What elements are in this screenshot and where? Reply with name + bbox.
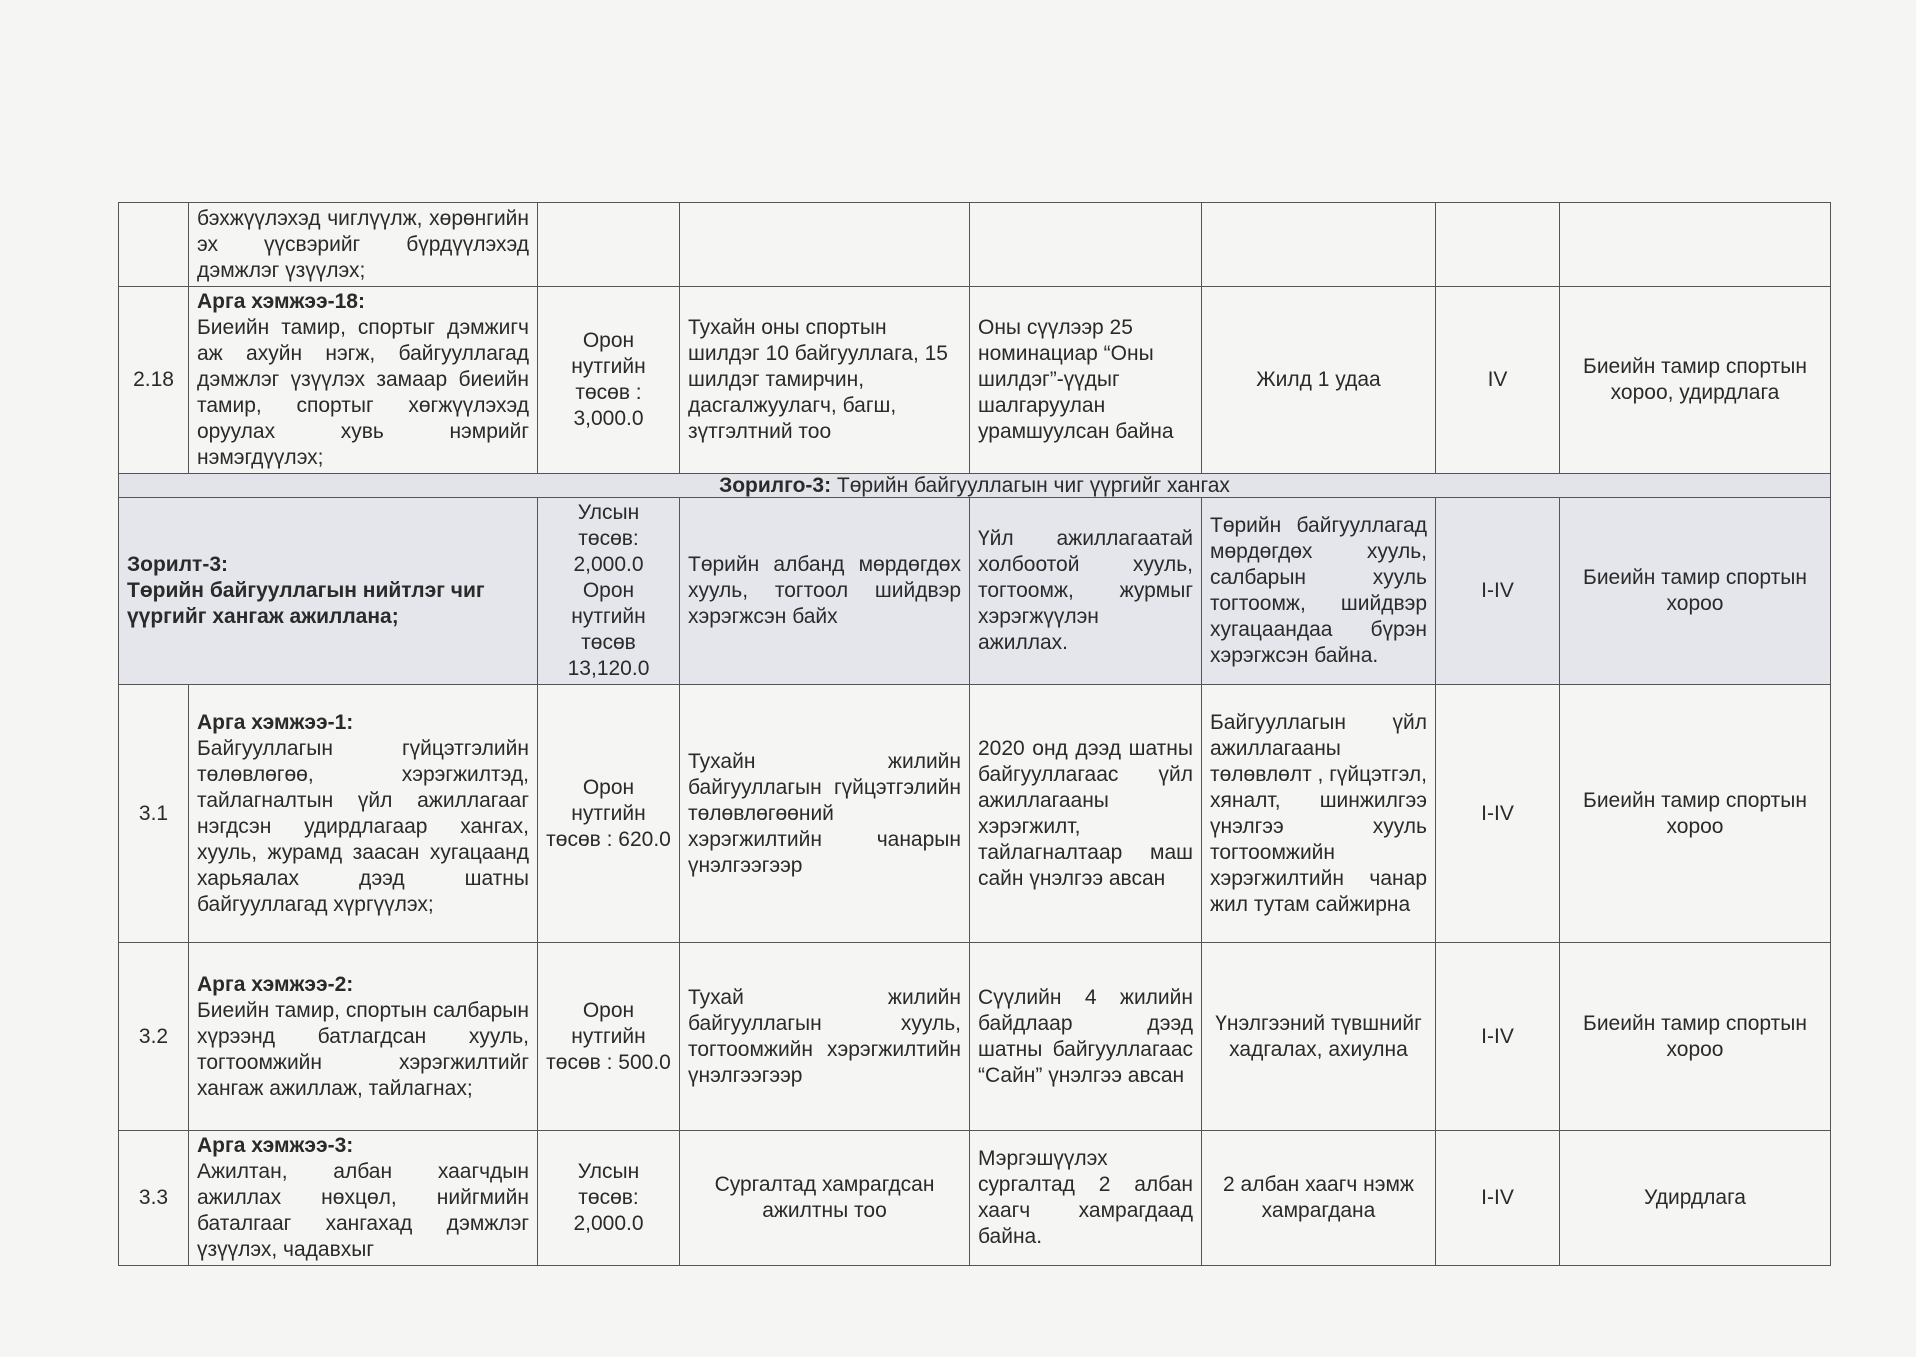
responsible-cell: Биеийн тамир спортын хороо (1560, 498, 1831, 685)
goal-label: Зорилго-3: (719, 473, 832, 497)
budget-cell: Орон нутгийн төсөв : 3,000.0 (538, 287, 680, 474)
baseline-cell: 2020 онд дээд шатны байгууллагаас үйл ажиллагааны хэрэгжилт, тайлагналтаар маш сайн үнэлгээ авсан (970, 685, 1202, 943)
activity-cell (189, 685, 538, 943)
action-plan-table (118, 202, 1831, 1266)
indicator-cell: Сургалтад хамрагдсан ажилтны тоо (680, 1131, 970, 1266)
target-cell: Жилд 1 удаа (1202, 287, 1436, 474)
budget-cell: Орон нутгийн төсөв : 500.0 (538, 943, 680, 1131)
activity-title: Арга хэмжээ-18: (197, 290, 365, 313)
activity-text: бэхжүүлэхэд чиглүүлж, хөрөнгийн эх үүсвэрийг бүрдүүлэхэд дэмжлэг үзүүлэх; (197, 206, 529, 282)
target-cell (1202, 203, 1436, 287)
activity-cell (189, 203, 538, 287)
goal-cell (119, 474, 1831, 498)
activity-text: Байгууллагын гүйцэтгэлийн төлөвлөгөө, хэрэгжилтэд, тайлагналтын үйл ажиллагааг нэгдсэн удирдлагаар хангах, хууль, журамд заасан хугацаанд харьяалах дээд шатны байгууллагад хүргүүлэх; (197, 736, 529, 916)
goal-text: Төрийн байгууллагын чиг үүргийг хангах (831, 473, 1230, 497)
activity-title: Арга хэмжээ-3: (197, 1134, 354, 1157)
activity-cell (189, 1131, 538, 1266)
target-cell: Байгууллагын үйл ажиллагааны төлөвлөлт , гүйцэтгэл, хяналт, шинжилгээ үнэлгээ хууль тогтоомжийн хэрэгжилтийн чанар жил тутам сайжирна (1202, 685, 1436, 943)
objective-cell (119, 498, 538, 685)
responsible-cell: Удирдлага (1560, 1131, 1831, 1266)
baseline-cell: Оны сүүлээр 25 номинациар “Оны шилдэг”-үүдыг шалгаруулан урамшуулсан байна (970, 287, 1202, 474)
row-number: 3.3 (119, 1131, 189, 1266)
activity-text: Ажилтан, албан хаагчдын ажиллах нөхцөл, нийгмийн баталгааг хангахад дэмжлэг үзүүлэх, чадавхыг (197, 1160, 529, 1261)
target-cell: Төрийн байгууллагад мөрдөгдөх хууль, салбарын хууль тогтоомж, шийдвэр хугацаандаа бүрэн хэрэгжсэн байна. (1202, 498, 1436, 685)
objective-row (119, 498, 1831, 685)
budget-cell: Орон нутгийн төсөв : 620.0 (538, 685, 680, 943)
indicator-cell: Тухайн оны спортын шилдэг 10 байгууллага, 15 шилдэг тамирчин, дасгалжуулагч, багш, зүтгэлтний тоо (680, 287, 970, 474)
baseline-cell (970, 203, 1202, 287)
baseline-cell: Сүүлийн 4 жилийн байдлаар дээд шатны байгууллагаас “Сайн” үнэлгээ авсан (970, 943, 1202, 1131)
quarter-cell: I-IV (1436, 685, 1560, 943)
activity-text: Биеийн тамир, спортыг дэмжигч аж ахуйн нэгж, байгууллагад дэмжлэг үзүүлэх замаар биеийн тамир, спортыг хөгжүүлэхэд оруулах хувь нэмрийг нэмэгдүүлэх; (197, 316, 529, 469)
activity-title: Арга хэмжээ-1: (197, 710, 354, 734)
quarter-cell (1436, 203, 1560, 287)
activity-title: Арга хэмжээ-2: (197, 972, 354, 996)
budget-cell (538, 203, 680, 287)
row-number: 3.2 (119, 943, 189, 1131)
row-number: 2.18 (119, 287, 189, 474)
indicator-cell (680, 203, 970, 287)
budget-cell: Улсын төсөв: 2,000.0 (538, 1131, 680, 1266)
indicator-cell: Тухай жилийн байгууллагын хууль, тогтоомжийн хэрэгжилтийн үнэлгээгээр (680, 943, 970, 1131)
table-row (119, 943, 1831, 1131)
table-row (119, 287, 1831, 474)
indicator-cell: Тухайн жилийн байгууллагын гүйцэтгэлийн төлөвлөгөөний хэрэгжилтийн чанарын үнэлгээгээр (680, 685, 970, 943)
indicator-cell: Төрийн албанд мөрдөгдөх хууль, тогтоол шийдвэр хэрэгжсэн байх (680, 498, 970, 685)
responsible-cell: Биеийн тамир спортын хороо, удирдлага (1560, 287, 1831, 474)
table-row (119, 203, 1831, 287)
quarter-cell: I-IV (1436, 498, 1560, 685)
row-number (119, 203, 189, 287)
activity-cell (189, 943, 538, 1131)
table-row (119, 1131, 1831, 1266)
quarter-cell: I-IV (1436, 943, 1560, 1131)
quarter-cell: I-IV (1436, 1131, 1560, 1266)
row-number: 3.1 (119, 685, 189, 943)
goal-row (119, 474, 1831, 498)
responsible-cell: Биеийн тамир спортын хороо (1560, 943, 1831, 1131)
responsible-cell (1560, 203, 1831, 287)
target-cell: 2 албан хаагч нэмж хамрагдана (1202, 1131, 1436, 1266)
objective-text: Төрийн байгууллагын нийтлэг чиг үүргийг хангаж ажиллана; (127, 579, 485, 628)
table-row (119, 685, 1831, 943)
activity-cell (189, 287, 538, 474)
objective-label: Зорилт-3: (127, 553, 229, 576)
target-cell: Үнэлгээний түвшнийг хадгалах, ахиулна (1202, 943, 1436, 1131)
budget-cell: Улсын төсөв: 2,000.0 Орон нутгийн төсөв 13,120.0 (538, 498, 680, 685)
quarter-cell: IV (1436, 287, 1560, 474)
baseline-cell: Мэргэшүүлэх сургалтад 2 албан хаагч хамрагдаад байна. (970, 1131, 1202, 1266)
activity-text: Биеийн тамир, спортын салбарын хүрээнд батлагдсан хууль, тогтоомжийн хэрэгжилтийг хангаж ажиллаж, тайлагнах; (197, 998, 529, 1100)
baseline-cell: Үйл ажиллагаатай холбоотой хууль, тогтоомж, журмыг хэрэгжүүлэн ажиллах. (970, 498, 1202, 685)
responsible-cell: Биеийн тамир спортын хороо (1560, 685, 1831, 943)
